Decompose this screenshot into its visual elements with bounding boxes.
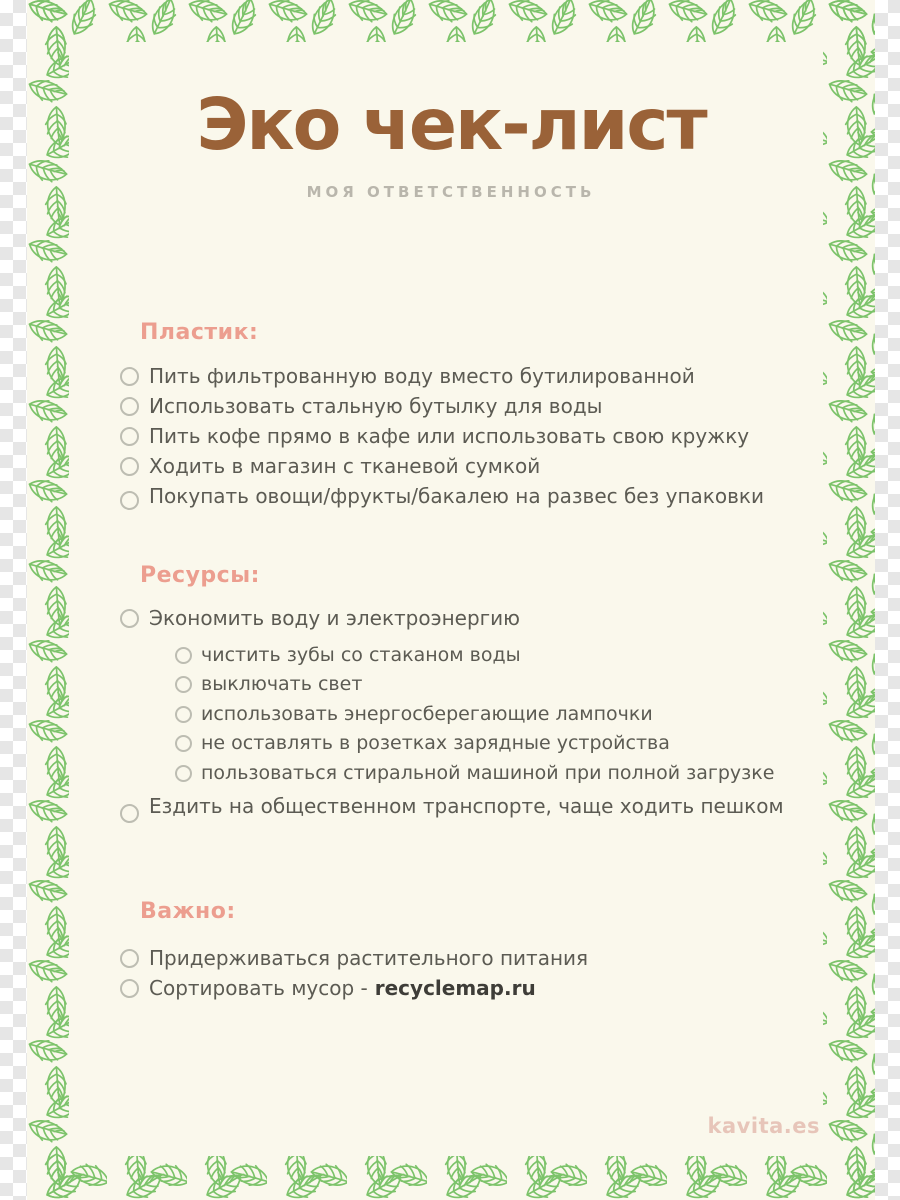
checklist-item-label: не оставлять в розетках зарядные устройства (201, 732, 670, 754)
checkbox[interactable] (120, 609, 139, 628)
checkbox[interactable] (175, 647, 192, 664)
transparency-margin-right (875, 0, 900, 1200)
checklist-item (120, 394, 602, 418)
checkbox[interactable] (120, 397, 139, 416)
checklist-item-label: Покупать овощи/фрукты/бакалею на развес без упаковки (149, 484, 764, 508)
checkbox[interactable] (120, 979, 139, 998)
checklist-item (120, 946, 588, 970)
checkbox[interactable] (175, 676, 192, 693)
checkbox[interactable] (120, 367, 139, 386)
checklist-item (120, 454, 540, 478)
checkbox[interactable] (175, 735, 192, 752)
checklist-item (120, 976, 536, 1000)
checklist-item-label: Сортировать мусор - (149, 976, 368, 1000)
checkbox[interactable] (175, 765, 192, 782)
checklist-item-label: пользоваться стиральной машиной при полной загрузке (201, 762, 775, 784)
section-heading-plastic: Пластик: (140, 320, 259, 345)
checklist-subitem (175, 762, 774, 784)
checklist-item (120, 364, 695, 388)
checklist-item-label: Экономить воду и электроэнергию (149, 606, 520, 630)
checklist-item-label: Ездить на общественном транспорте, чаще ходить пешком (149, 794, 784, 818)
checklist-item-label: Пить кофе прямо в кафе или использовать свою кружку (149, 424, 750, 448)
checkbox[interactable] (120, 457, 139, 476)
checkbox[interactable] (120, 949, 139, 968)
page-subtitle: МОЯ ОТВЕТСТВЕННОСТЬ (306, 183, 596, 201)
checklist-item-label: использовать энергосберегающие лампочки (201, 703, 653, 725)
checklist-item (120, 794, 784, 818)
recyclemap-link[interactable]: recyclemap.ru (374, 976, 536, 1000)
leaf-border-decoration (27, 0, 875, 1200)
checklist-item-label: Использовать стальную бутылку для воды (149, 394, 603, 418)
checkbox[interactable] (175, 706, 192, 723)
checklist-item (120, 484, 764, 508)
checklist-item-label: Придерживаться растительного питания (149, 946, 589, 970)
checklist-item (120, 606, 520, 630)
brand-watermark: kavita.es (707, 1114, 820, 1138)
eco-checklist-poster (27, 0, 875, 1200)
checkbox[interactable] (120, 427, 139, 446)
checklist-subitem (175, 673, 362, 695)
transparency-margin-left (0, 0, 27, 1200)
checklist-item-label: Ходить в магазин с тканевой сумкой (149, 454, 541, 478)
checklist-subitem (175, 703, 653, 725)
checklist-subitem (175, 732, 670, 754)
section-heading-important: Важно: (140, 899, 236, 924)
checkbox[interactable] (120, 491, 139, 510)
section-heading-resources: Ресурсы: (140, 563, 260, 588)
page-title: Эко чек-лист (196, 83, 706, 166)
checklist-item-label: выключать свет (201, 673, 363, 695)
checklist-item (120, 424, 749, 448)
checklist-subitem (175, 644, 521, 666)
checkbox[interactable] (120, 804, 139, 823)
checklist-item-label: чистить зубы со стаканом воды (201, 644, 521, 666)
checklist-item-label: Пить фильтрованную воду вместо бутилированной (149, 364, 695, 388)
